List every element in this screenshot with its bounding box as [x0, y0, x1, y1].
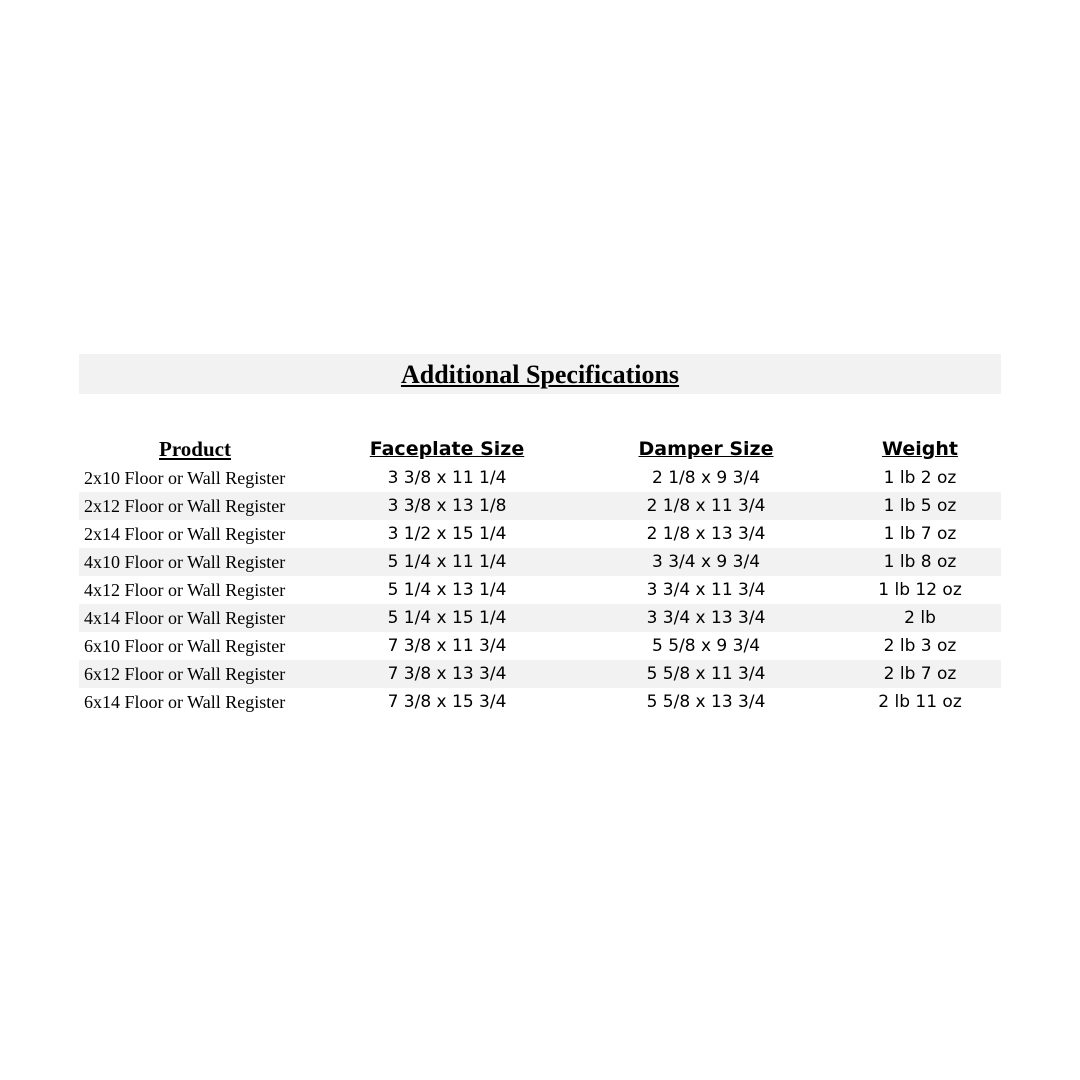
table-row — [79, 660, 1001, 688]
damper-cell: 5 5/8 x 11 3/4 — [646, 664, 766, 684]
faceplate-cell: 5 1/4 x 11 1/4 — [387, 552, 507, 572]
weight-cell: 1 lb 2 oz — [883, 468, 957, 488]
header-product: Product — [159, 437, 231, 461]
product-cell: 2x14 Floor or Wall Register — [84, 524, 286, 544]
table-row — [79, 520, 1001, 548]
damper-cell: 2 1/8 x 13 3/4 — [646, 524, 766, 544]
faceplate-cell: 7 3/8 x 11 3/4 — [387, 636, 507, 656]
damper-cell: 3 3/4 x 11 3/4 — [646, 580, 766, 600]
product-cell: 6x12 Floor or Wall Register — [84, 664, 286, 684]
table-row — [79, 576, 1001, 604]
faceplate-cell: 7 3/8 x 13 3/4 — [387, 664, 507, 684]
faceplate-cell: 5 1/4 x 13 1/4 — [387, 580, 507, 600]
faceplate-cell: 3 1/2 x 15 1/4 — [387, 524, 507, 544]
weight-cell: 1 lb 12 oz — [878, 580, 962, 600]
table-header-row — [79, 434, 1001, 464]
weight-cell: 2 lb 11 oz — [878, 692, 962, 712]
faceplate-cell: 7 3/8 x 15 3/4 — [387, 692, 507, 712]
page-title: Additional Specifications — [400, 360, 680, 389]
header-weight: Weight — [882, 438, 958, 460]
weight-cell: 1 lb 7 oz — [883, 524, 957, 544]
weight-cell: 2 lb 3 oz — [883, 636, 957, 656]
title-band — [79, 354, 1001, 394]
product-cell: 6x10 Floor or Wall Register — [84, 636, 286, 656]
damper-cell: 5 5/8 x 13 3/4 — [646, 692, 766, 712]
damper-cell: 2 1/8 x 11 3/4 — [646, 496, 766, 516]
product-cell: 2x12 Floor or Wall Register — [84, 496, 286, 516]
damper-cell: 3 3/4 x 13 3/4 — [646, 608, 766, 628]
product-cell: 2x10 Floor or Wall Register — [84, 468, 286, 488]
faceplate-cell: 5 1/4 x 15 1/4 — [387, 608, 507, 628]
damper-cell: 5 5/8 x 9 3/4 — [651, 636, 761, 656]
specifications-table — [79, 434, 1001, 716]
product-cell: 4x12 Floor or Wall Register — [84, 580, 286, 600]
table-row — [79, 492, 1001, 520]
damper-cell: 3 3/4 x 9 3/4 — [651, 552, 761, 572]
weight-cell: 2 lb 7 oz — [883, 664, 957, 684]
weight-cell: 1 lb 8 oz — [883, 552, 957, 572]
weight-cell: 1 lb 5 oz — [883, 496, 957, 516]
faceplate-cell: 3 3/8 x 11 1/4 — [387, 468, 507, 488]
table-row — [79, 688, 1001, 716]
table-row — [79, 464, 1001, 492]
product-cell: 4x10 Floor or Wall Register — [84, 552, 286, 572]
table-row — [79, 604, 1001, 632]
header-faceplate-size: Faceplate Size — [369, 438, 525, 460]
product-cell: 6x14 Floor or Wall Register — [84, 692, 286, 712]
faceplate-cell: 3 3/8 x 13 1/8 — [387, 496, 507, 516]
weight-cell: 2 lb — [904, 608, 936, 628]
table-row — [79, 632, 1001, 660]
damper-cell: 2 1/8 x 9 3/4 — [651, 468, 761, 488]
product-cell: 4x14 Floor or Wall Register — [84, 608, 286, 628]
table-row — [79, 548, 1001, 576]
header-damper-size: Damper Size — [638, 438, 774, 460]
